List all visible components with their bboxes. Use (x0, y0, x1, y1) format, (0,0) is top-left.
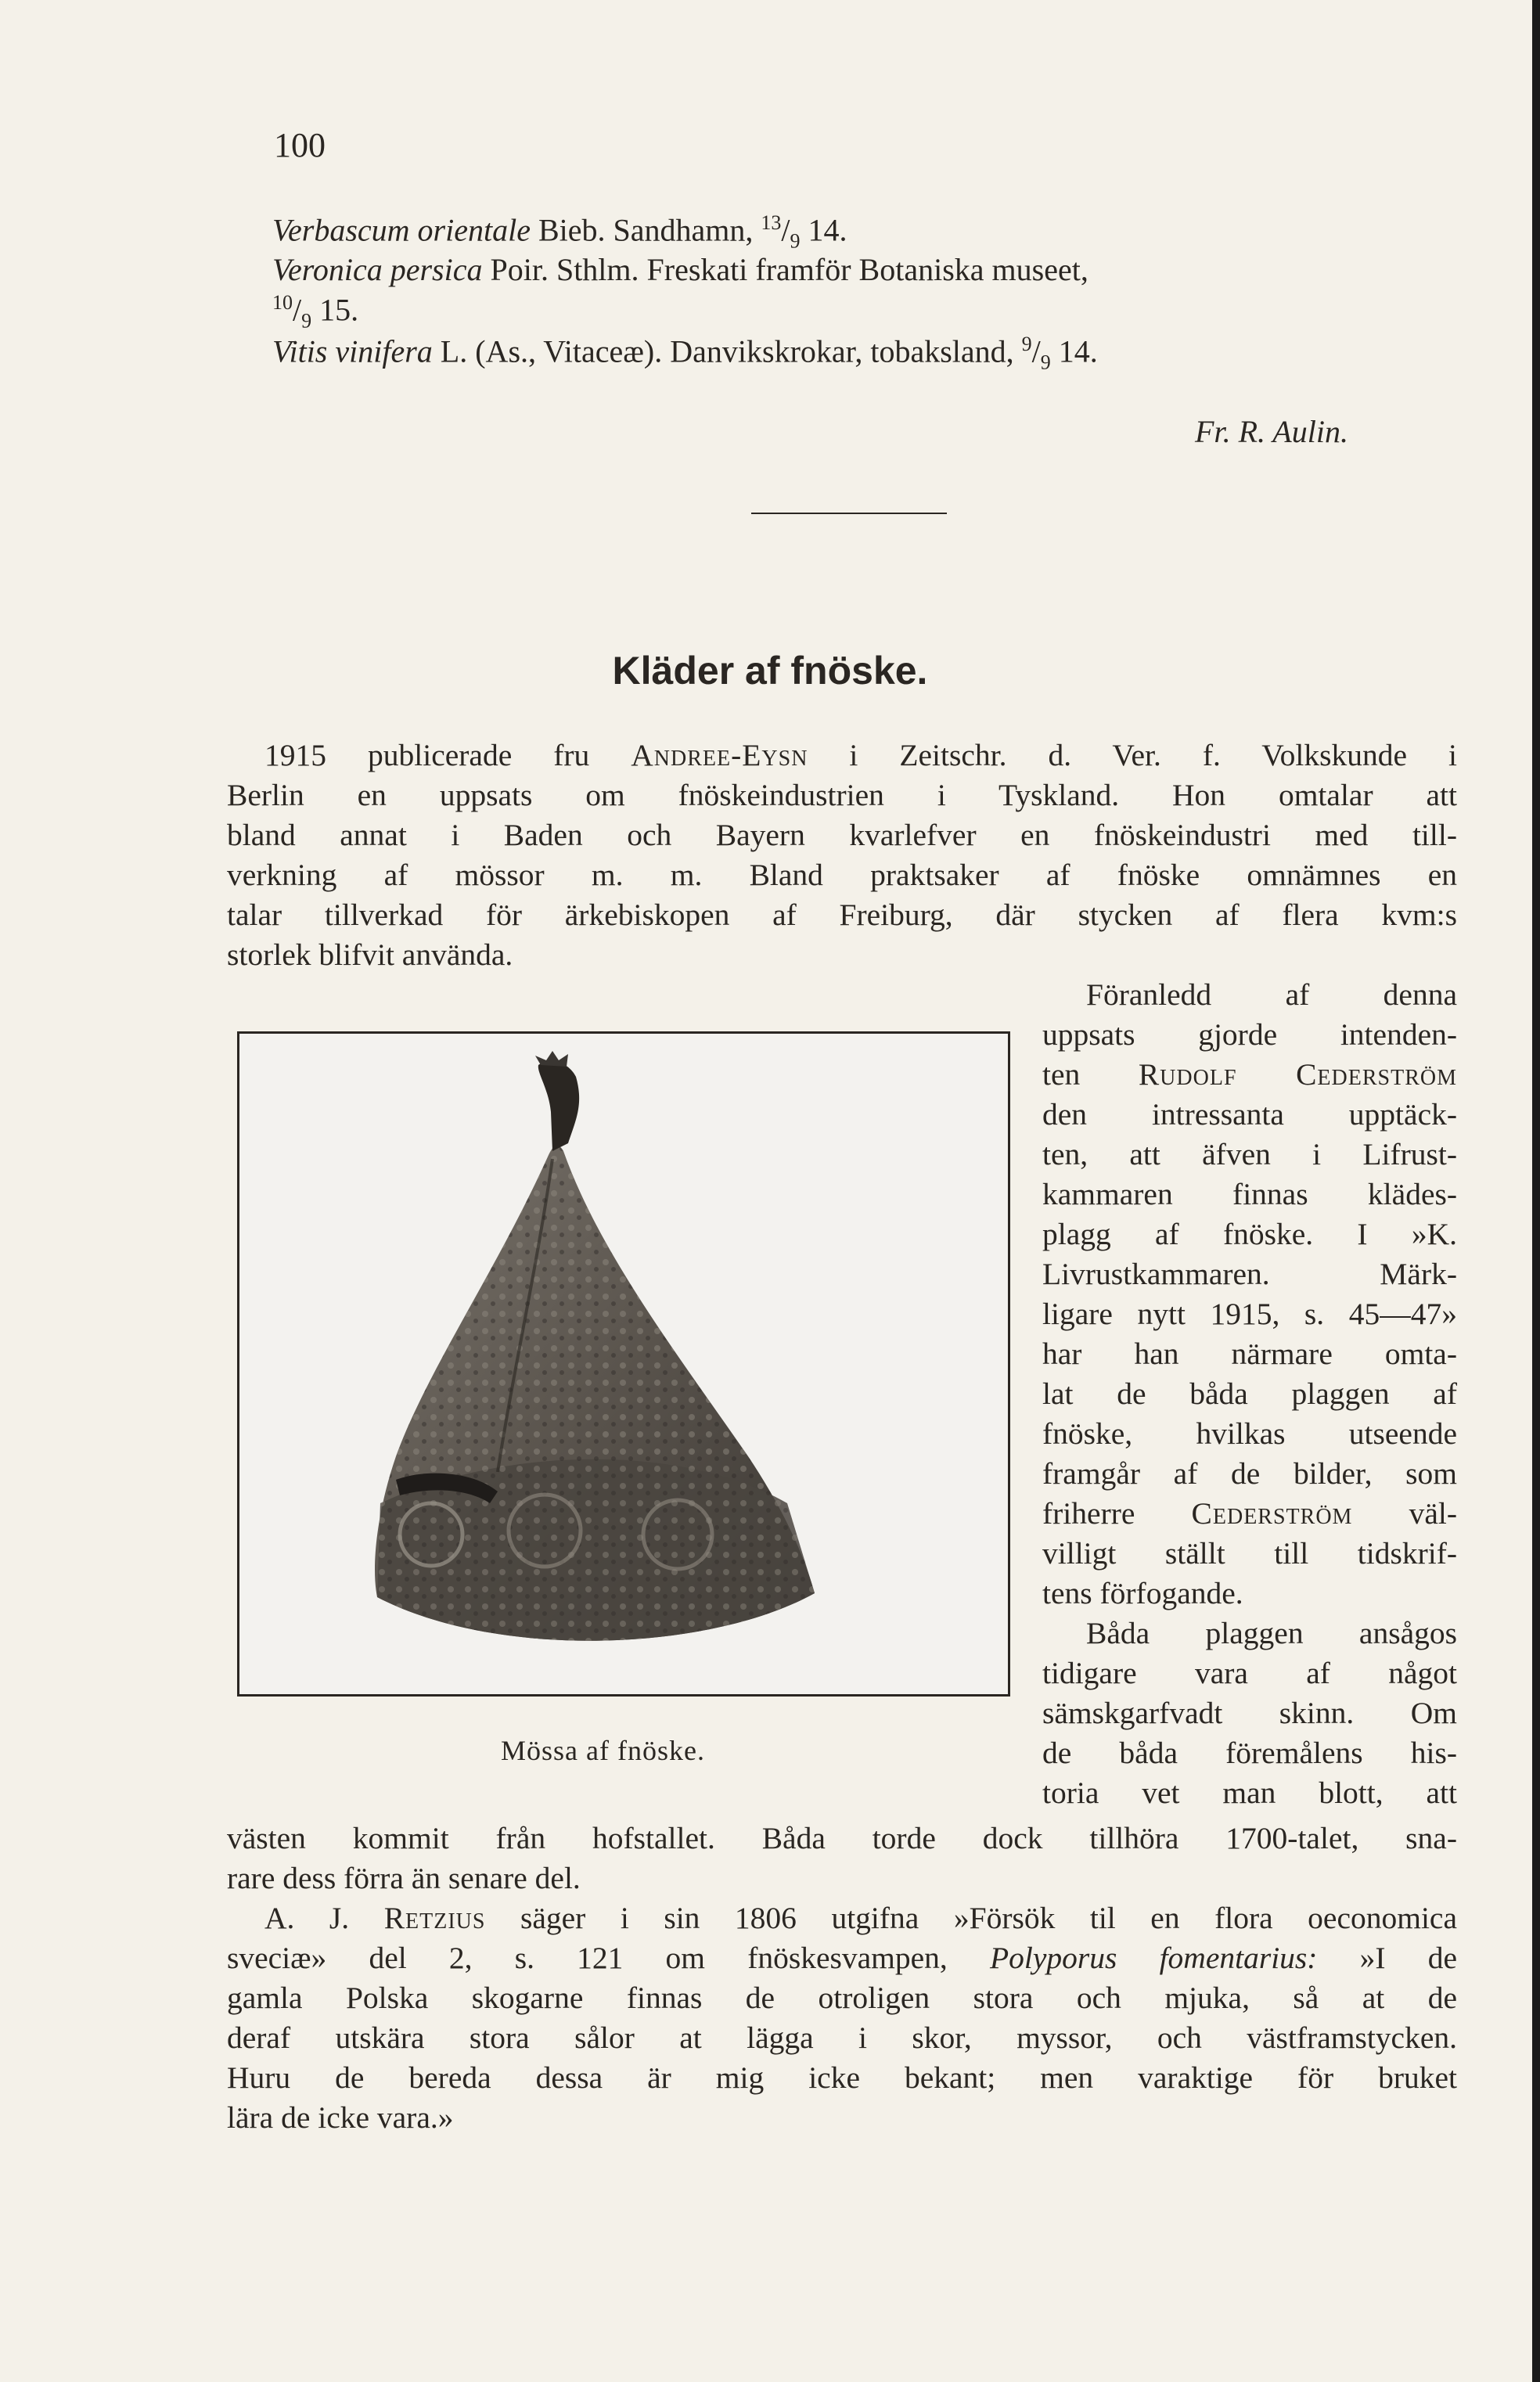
text-line: uppsats gjorde intenden- (1042, 1017, 1457, 1052)
text-line: storlek blifvit använda. (227, 937, 513, 972)
text-line: rare dess förra än senare del. (227, 1861, 581, 1895)
text-line: tens förfogande. (1042, 1576, 1243, 1610)
figure-frame (237, 1031, 1010, 1697)
entry-text: Bieb. Sandhamn, (538, 212, 754, 248)
entry-veronica-date: $^{10}/_9$ 15. (272, 291, 359, 333)
text-line: verkning af mössor m. m. Bland praktsaker af fnöske omnämnes en (227, 858, 1457, 892)
side-column-text (1042, 975, 1457, 1813)
text-line: villigt ställt till tidskrif- (1042, 1536, 1457, 1571)
author-signature: Fr. R. Aulin. (1195, 414, 1348, 449)
text-line: deraf utskära stora sålor at lägga i skor, myssor, och västframstycken. (227, 2020, 1457, 2055)
text-line: Livrustkammaren. Märk- (1042, 1257, 1457, 1291)
date-month: 9 (301, 309, 312, 333)
page-edge-shadow (1532, 0, 1540, 2382)
species-name: Polyporus fomentarius: (990, 1941, 1318, 1975)
text-line: fnöske, hvilkas utseende (1042, 1416, 1457, 1451)
person-name: Cederström (1191, 1496, 1353, 1531)
text-line: framgår af de bilder, som (1042, 1456, 1457, 1491)
figure-caption: Mössa af fnöske. (501, 1735, 705, 1766)
retzius-paragraph (227, 1898, 1457, 2138)
text-line: de båda föremålens his- (1042, 1736, 1457, 1770)
cap-photograph (239, 1034, 1008, 1694)
text-line: lära de icke vara.» (227, 2100, 454, 2135)
entry-verbascum: Verbascum orientale Bieb. Sandhamn, $^{13}/_9$ 14. (272, 211, 847, 253)
continuation-paragraph (227, 1819, 1457, 1898)
text-line: lat de båda plaggen af (1042, 1376, 1457, 1411)
species-name: Veronica persica (272, 252, 483, 287)
text-line: bland annat i Baden och Bayern kvarlefver en fnöskeindustri med till- (227, 818, 1457, 852)
text-line: Huru de bereda dessa är mig icke bekant; men varaktige för bruket (227, 2060, 1457, 2095)
species-name: Verbascum orientale (272, 212, 531, 248)
text-line: Föranledd af denna (1086, 977, 1457, 1012)
entry-text: Poir. Sthlm. Freskati framför Botaniska museet, (490, 252, 1088, 287)
text-line: kammaren finnas klädes- (1042, 1177, 1457, 1211)
text-line: den intressanta upptäck- (1042, 1097, 1457, 1132)
text-line: tidigare vara af något (1042, 1656, 1457, 1690)
text-line: toria vet man blott, att (1042, 1776, 1457, 1810)
author-name: Retzius (383, 1901, 486, 1935)
person-name: Rudolf Cederström (1138, 1057, 1457, 1092)
date-year: 15. (311, 292, 359, 328)
text-line: Båda plaggen ansågos (1086, 1616, 1457, 1650)
text-line: Berlin en uppsats om fnöskeindustrien i Tyskland. Hon omtalar att (227, 778, 1457, 812)
date-year: 14. (800, 212, 847, 248)
text-line: friherre Cederström väl- (1042, 1496, 1457, 1531)
text-line: västen kommit från hofstallet. Båda torde dock tillhöra 1700-talet, sna- (227, 1821, 1457, 1855)
article-heading: Kläder af fnöske. (612, 649, 928, 693)
date-year: 14. (1050, 333, 1098, 369)
text-line: 1915 publicerade fru Andree-Eysn i Zeitschr. d. Ver. f. Volkskunde i (264, 738, 1457, 772)
date-day: 10 (272, 291, 293, 314)
entry-veronica (272, 251, 1088, 288)
intro-paragraph (227, 736, 1457, 975)
text-line: ten Rudolf Cederström (1042, 1057, 1457, 1092)
text-line: har han närmare omta- (1042, 1337, 1457, 1371)
species-name: Vitis vinifera (272, 333, 433, 369)
page-number: 100 (274, 126, 326, 164)
entry-text: L. (As., Vitaceæ). Danvikskrokar, tobaksland, (440, 333, 1014, 369)
date-month: 9 (790, 229, 801, 253)
entry-vitis: Vitis vinifera L. (As., Vitaceæ). Danvikskrokar, tobaksland, $^9/_9$ 14. (272, 333, 1098, 374)
text-line: sveciæ» del 2, s. 121 om fnöskesvampen, Polyporus fomentarius: »I de (227, 1941, 1458, 1975)
text-line: sämskgarfvadt skinn. Om (1042, 1696, 1457, 1730)
text-line: talar tillverkad för ärkebiskopen af Freiburg, där stycken af flera kvm:s (227, 898, 1457, 932)
text-line: A. J. Retzius säger i sin 1806 utgifna »Försök til en flora oeconomica (264, 1901, 1457, 1935)
text-line: ten, att äfven i Lifrust- (1042, 1137, 1457, 1171)
date-day: 13 (761, 211, 782, 234)
date-day: 9 (1021, 333, 1032, 355)
text-line: gamla Polska skogarne finnas de otroligen stora och mjuka, så at de (227, 1981, 1457, 2015)
author-name: Andree-Eysn (631, 738, 808, 772)
date-month: 9 (1040, 351, 1051, 374)
text-line: ligare nytt 1915, s. 45—47» (1042, 1297, 1457, 1331)
text-line: plagg af fnöske. I »K. (1042, 1217, 1457, 1251)
section-divider (751, 513, 947, 514)
